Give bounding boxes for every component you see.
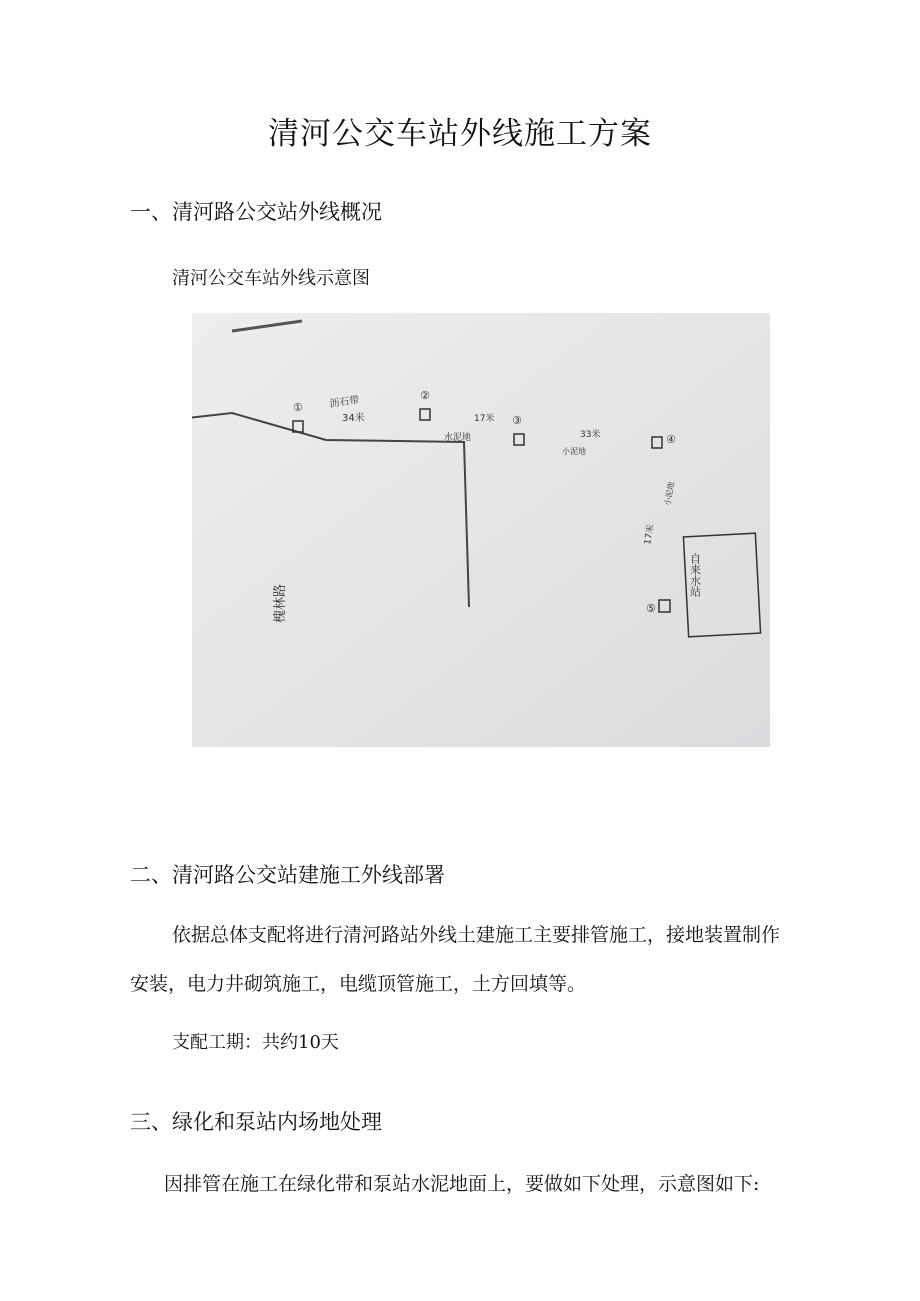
- node-label-1: ①: [293, 401, 303, 414]
- segment-label: 17米: [474, 414, 495, 424]
- node-label-3: ③: [512, 414, 522, 427]
- line-sketch-photo: [192, 313, 770, 747]
- segment-label: 17米: [643, 523, 657, 546]
- schedule-text: 支配工期：共约10天: [172, 1032, 339, 1053]
- section-2-heading: 二、清河路公交站建施工外线部署: [130, 863, 445, 887]
- figure-caption: 清河公交车站外线示意图: [172, 268, 370, 289]
- segment-label: 小泥地: [663, 481, 677, 507]
- road-label: 槐林路: [273, 583, 288, 623]
- section-3-heading: 三、绿化和泵站内场地处理: [130, 1110, 382, 1134]
- section-3-paragraph: 因排管在施工在绿化带和泵站水泥地面上，要做如下处理，示意图如下:: [164, 1173, 760, 1195]
- section-2-paragraph-line-2: 安装，电力井砌筑施工，电缆顶管施工，土方回填等。: [130, 973, 587, 995]
- line-sketch: [192, 313, 770, 747]
- station-label: 自来水站: [688, 553, 702, 597]
- node-label-5: ⑤: [646, 602, 656, 615]
- node-label-4: ④: [666, 433, 676, 446]
- section-1-heading: 一、清河路公交站外线概况: [130, 200, 382, 224]
- segment-label: 小泥地: [562, 447, 586, 456]
- segment-label: 水泥地: [444, 433, 472, 443]
- segment-label: 33米: [580, 430, 601, 440]
- document-title: 清河公交车站外线施工方案: [268, 116, 652, 152]
- paper-background: [192, 313, 770, 747]
- segment-label: 34米: [342, 413, 365, 424]
- segment-label: 沥石带: [328, 394, 361, 410]
- section-2-paragraph-line-1: 依据总体支配将进行清河路站外线土建施工主要排管施工，接地装置制作: [172, 924, 781, 946]
- node-label-2: ②: [420, 389, 430, 402]
